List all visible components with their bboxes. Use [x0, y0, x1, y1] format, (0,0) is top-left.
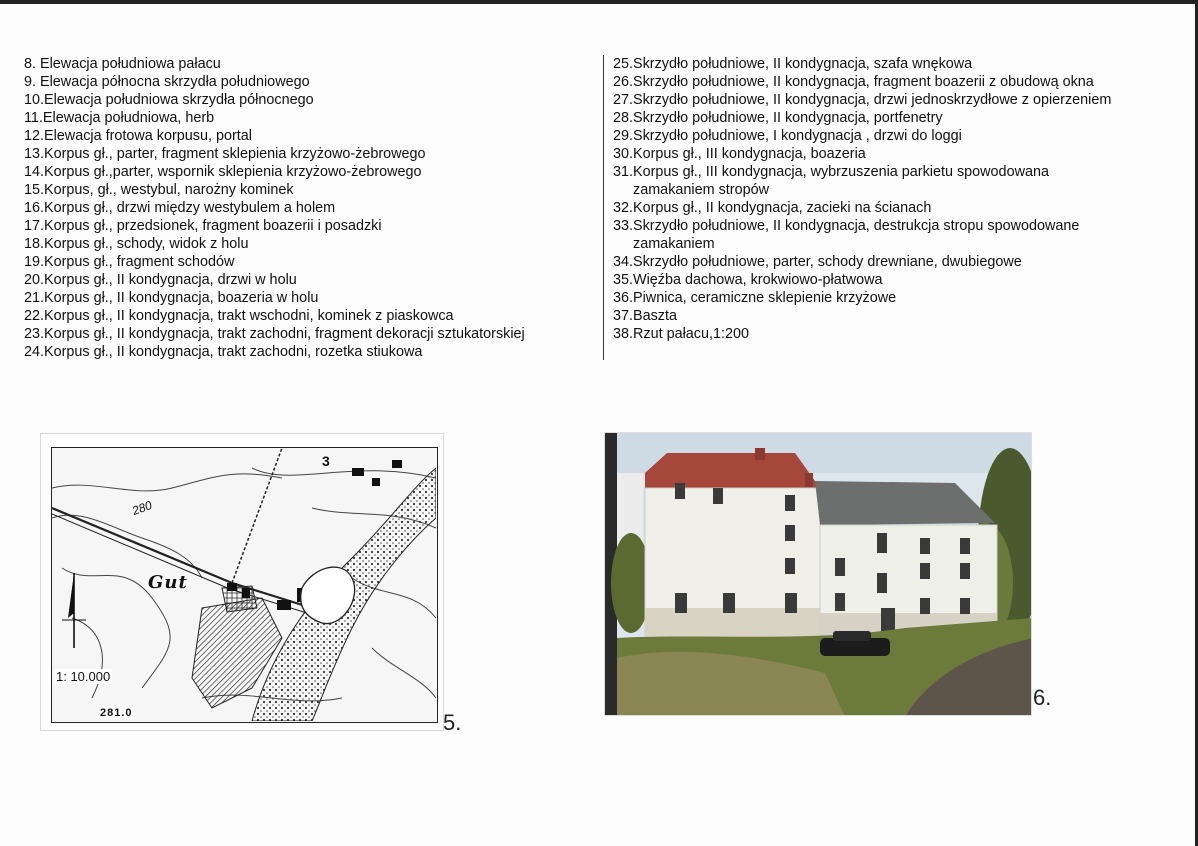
list-item: 24.Korpus gł., II kondygnacja, trakt zachodni, rozetka stiukowa: [24, 344, 423, 360]
list-item-text: 28.Skrzydło południowe, II kondygnacja, portfenetry: [613, 110, 943, 126]
map-figure: [40, 433, 444, 731]
list-item: 22.Korpus gł., II kondygnacja, trakt wschodni, kominek z piaskowca: [24, 308, 454, 324]
photo-list-right: [613, 55, 1111, 343]
list-item-text: 29.Skrzydło południowe, I kondygnacja , drzwi do loggi: [613, 128, 962, 144]
list-item: 20.Korpus gł., II kondygnacja, drzwi w holu: [24, 272, 297, 288]
map-elevation-top: 280: [130, 497, 154, 519]
list-item: 14.Korpus gł.,parter, wspornik sklepienia krzyżowo-żebrowego: [24, 164, 422, 180]
list-item: [613, 145, 1111, 163]
list-item-text: 27.Skrzydło południowe, II kondygnacja, drzwi jednoskrzydłowe z opierzeniem: [613, 92, 1112, 108]
list-item: [613, 307, 1111, 325]
figure-number-5: 5.: [443, 710, 462, 735]
list-item-text: 31.Korpus gł., III kondygnacja, wybrzuszenia parkietu spowodowana: [613, 164, 1049, 180]
list-item: [613, 73, 1111, 91]
list-item: [613, 289, 1111, 307]
palace-photo: [604, 432, 1032, 716]
list-item-text: 30.Korpus gł., III kondygnacja, boazeria: [613, 146, 866, 162]
list-item-text: 26.Skrzydło południowe, II kondygnacja, fragment boazerii z obudową okna: [613, 74, 1094, 90]
list-item: 13.Korpus gł., parter, fragment sklepienia krzyżowo-żebrowego: [24, 146, 426, 162]
figure-number-6: 6.: [1033, 685, 1052, 710]
list-item-text: 37.Baszta: [613, 308, 677, 324]
list-item: 8. Elewacja południowa pałacu: [24, 56, 221, 72]
list-item: 15.Korpus, gł., westybul, narożny kominek: [24, 182, 294, 198]
list-item: 16.Korpus gł., drzwi między westybulem a holem: [24, 200, 336, 216]
map-image: [51, 447, 438, 723]
list-item: 9. Elewacja północna skrzydła południowego: [24, 74, 310, 90]
list-item: [613, 217, 1111, 253]
list-item-continuation: zamakaniem: [633, 236, 715, 252]
list-item: 11.Elewacja południowa, herb: [24, 110, 215, 126]
list-item: [613, 163, 1111, 199]
list-item: 21.Korpus gł., II kondygnacja, boazeria w holu: [24, 290, 319, 306]
list-item-text: 25.Skrzydło południowe, II kondygnacja, szafa wnękowa: [613, 56, 973, 72]
list-item: 23.Korpus gł., II kondygnacja, trakt zachodni, fragment dekoracji sztukatorskiej: [24, 326, 525, 342]
map-elevation-bottom: 281.0: [100, 707, 133, 719]
column-divider: [603, 55, 604, 360]
map-scale: 1: 10.000: [56, 669, 111, 684]
list-item: 12.Elewacja frotowa korpusu, portal: [24, 128, 252, 144]
list-item: [613, 271, 1111, 289]
list-item-text: 38.Rzut pałacu,1:200: [613, 326, 750, 342]
list-item-text: 36.Piwnica, ceramiczne sklepienie krzyżowe: [613, 290, 897, 306]
map-place-label: Gut: [148, 572, 188, 593]
list-item-text: 34.Skrzydło południowe, parter, schody drewniane, dwubiegowe: [613, 254, 1022, 270]
list-item-text: 32.Korpus gł., II kondygnacja, zacieki na ścianach: [613, 200, 932, 216]
list-item-text: 33.Skrzydło południowe, II kondygnacja, destrukcja stropu spowodowane: [613, 218, 1080, 234]
list-item: 10.Elewacja południowa skrzydła północnego: [24, 92, 314, 108]
list-item: 17.Korpus gł., przedsionek, fragment boazerii i posadzki: [24, 218, 382, 234]
list-item-text: 35.Więźba dachowa, krokwiowo-płatwowa: [613, 272, 883, 288]
list-item: [613, 91, 1111, 109]
map-grid-number: 3: [322, 453, 330, 469]
list-item: 18.Korpus gł., schody, widok z holu: [24, 236, 249, 252]
list-item: [613, 55, 1111, 73]
list-item: [613, 109, 1111, 127]
photo-list-left: [24, 55, 525, 361]
list-item: [613, 253, 1111, 271]
scan-edge-top: [0, 0, 1198, 4]
list-item: [613, 325, 1111, 343]
palace-illustration: [605, 433, 1032, 716]
list-item: [613, 127, 1111, 145]
list-item: 19.Korpus gł., fragment schodów: [24, 254, 235, 270]
list-item-continuation: zamakaniem stropów: [633, 182, 769, 198]
list-item: [613, 199, 1111, 217]
